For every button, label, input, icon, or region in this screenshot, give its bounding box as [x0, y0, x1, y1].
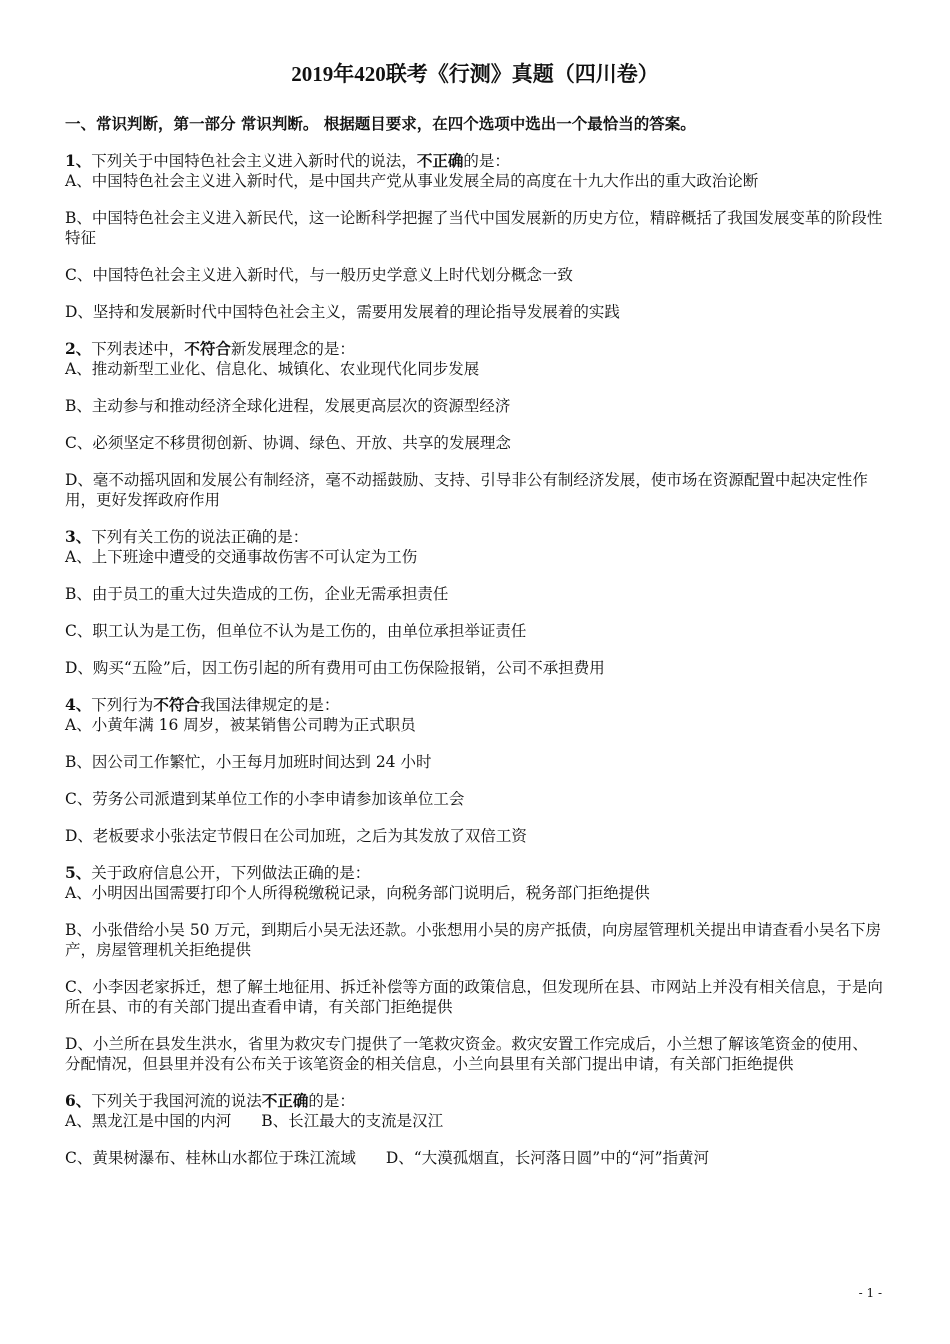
- stem-emphasis: 不符合: [153, 695, 200, 714]
- option-b: B、主动参与和推动经济全球化进程，发展更高层次的资源型经济: [65, 397, 511, 415]
- option-b: B、长江最大的支流是汉江: [261, 1112, 444, 1130]
- question-5: [65, 863, 883, 1074]
- stem-emphasis: 不符合: [184, 339, 231, 358]
- option-c: C、劳务公司派遣到某单位工作的小李申请参加该单位工会: [65, 790, 465, 808]
- stem-text: 下列关于我国河流的说法: [91, 1092, 262, 1110]
- question-stem: [65, 527, 883, 547]
- option-c: C、职工认为是工伤，但单位不认为是工伤的，由单位承担举证责任: [65, 622, 527, 640]
- option-d: D、坚持和发展新时代中国特色社会主义，需要用发展着的理论指导发展着的实践: [65, 303, 620, 321]
- question-3: [65, 527, 883, 678]
- question-number: 6、: [65, 1091, 92, 1110]
- option-b: B、小张借给小吴 50 万元，到期后小吴无法还款。小张想用小吴的房产抵债，向房屋管理机关提出申请查看小吴名下房产，房屋管理机关拒绝提供: [65, 921, 881, 959]
- stem-emphasis: 不正确: [261, 1091, 309, 1110]
- question-6: [65, 1091, 883, 1168]
- question-number: 4、: [65, 695, 92, 714]
- stem-text: 新发展理念的是：: [230, 340, 355, 358]
- option-a: A、中国特色社会主义进入新时代，是中国共产党从事业发展全局的高度在十九大作出的重大政治论断: [65, 172, 759, 190]
- document-body: [65, 114, 883, 1168]
- question-2: [65, 339, 883, 510]
- question-number: 2、: [65, 339, 92, 358]
- question-number: 5、: [65, 863, 92, 882]
- option-c: C、中国特色社会主义进入新时代，与一般历史学意义上时代划分概念一致: [65, 266, 573, 284]
- option-row: [65, 1148, 883, 1168]
- stem-text: 下列关于中国特色社会主义进入新时代的说法，: [91, 152, 417, 170]
- stem-text: 的是：: [308, 1092, 355, 1110]
- question-stem: [65, 695, 883, 715]
- option-a: A、黑龙江是中国的内河: [65, 1112, 232, 1130]
- question-4: [65, 695, 883, 846]
- stem-text: 下列有关工伤的说法正确的是：: [91, 528, 309, 546]
- option-a: A、上下班途中遭受的交通事故伤害不可认定为工伤: [65, 548, 418, 566]
- question-stem: [65, 863, 883, 883]
- option-a: A、小黄年满 16 周岁，被某销售公司聘为正式职员: [65, 716, 416, 734]
- question-stem: [65, 339, 883, 359]
- option-row: [65, 1111, 883, 1131]
- option-c: C、小李因老家拆迁，想了解土地征用、拆迁补偿等方面的政策信息，但发现所在县、市网站上并没有相关信息，于是向所在县、市的有关部门提出查看申请，有关部门拒绝提供: [65, 978, 883, 1016]
- question-stem: [65, 1091, 883, 1111]
- page-number: - 1 -: [858, 1286, 882, 1300]
- document-title: 2019年420联考《行测》真题（四川卷）: [291, 62, 659, 86]
- option-d: D、购买“五险”后，因工伤引起的所有费用可由工伤保险报销，公司不承担费用: [65, 659, 605, 677]
- stem-text: 的是：: [463, 152, 510, 170]
- option-c: C、黄果树瀑布、桂林山水都位于珠江流域: [65, 1149, 356, 1167]
- option-d: D、毫不动摇巩固和发展公有制经济，毫不动摇鼓励、支持、引导非公有制经济发展，使市场在资源配置中起决定性作用，更好发挥政府作用: [65, 471, 868, 509]
- stem-emphasis: 不正确: [416, 151, 464, 170]
- question-number: 1、: [65, 151, 92, 170]
- question-1: [65, 151, 883, 322]
- option-a: A、小明因出国需要打印个人所得税缴税记录，向税务部门说明后，税务部门拒绝提供: [65, 884, 650, 902]
- stem-text: 关于政府信息公开，下列做法正确的是：: [91, 864, 371, 882]
- option-c: C、必须坚定不移贯彻创新、协调、绿色、开放、共享的发展理念: [65, 434, 511, 452]
- question-list: [65, 151, 883, 1074]
- stem-text: 下列表述中，: [91, 340, 185, 358]
- option-b: B、因公司工作繁忙，小王每月加班时间达到 24 小时: [65, 753, 432, 771]
- section-heading: 一、常识判断，第一部分 常识判断。 根据题目要求，在四个选项中选出一个最恰当的答案。: [65, 114, 696, 133]
- option-a: A、推动新型工业化、信息化、城镇化、农业现代化同步发展: [65, 360, 480, 378]
- option-b: B、由于员工的重大过失造成的工伤，企业无需承担责任: [65, 585, 449, 603]
- option-d: D、老板要求小张法定节假日在公司加班，之后为其发放了双倍工资: [65, 827, 527, 845]
- option-d: D、小兰所在县发生洪水，省里为救灾专门提供了一笔救灾资金。救灾安置工作完成后，小兰想了解该笔资金的使用、分配情况，但县里并没有公布关于该笔资金的相关信息，小兰向县里有关部门提出申请，有关部门拒绝提供: [65, 1035, 868, 1073]
- option-b: B、中国特色社会主义进入新民代，这一论断科学把握了当代中国发展新的历史方位，精辟概括了我国发展变革的阶段性特征: [65, 209, 883, 247]
- stem-text: 下列行为: [91, 696, 154, 714]
- question-number: 3、: [65, 527, 92, 546]
- question-stem: [65, 151, 883, 171]
- stem-text: 我国法律规定的是：: [199, 696, 340, 714]
- option-d: D、“大漠孤烟直，长河落日圆”中的“河”指黄河: [385, 1149, 709, 1167]
